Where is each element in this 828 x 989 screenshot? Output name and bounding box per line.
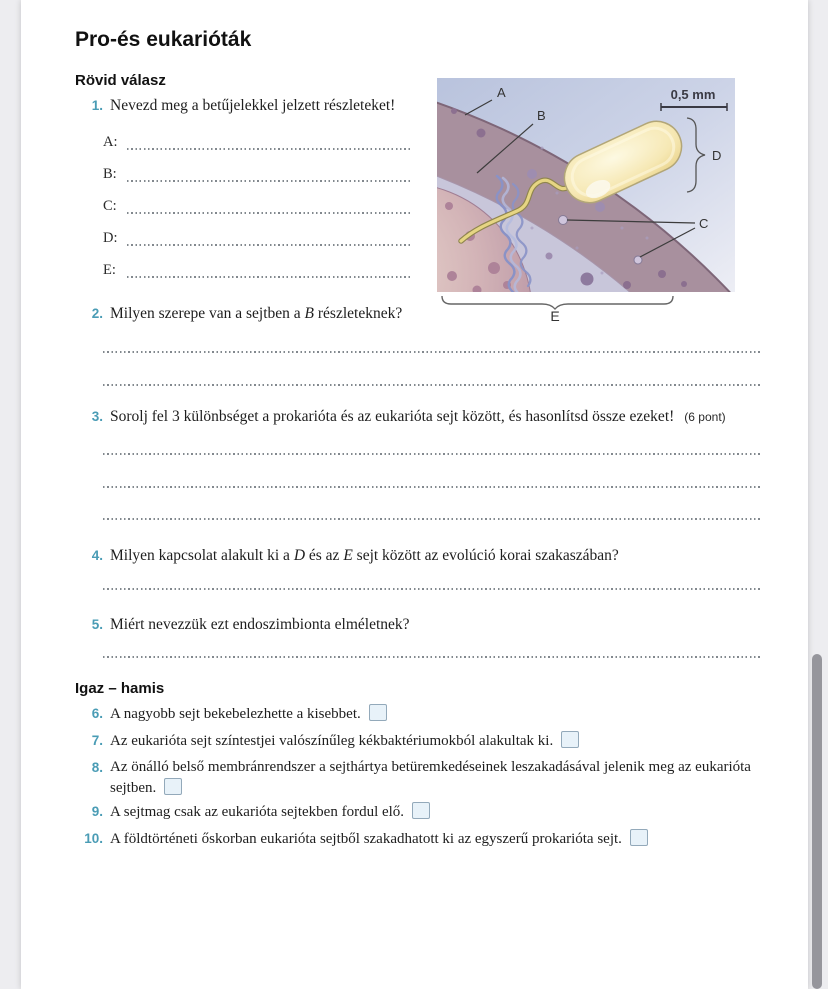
item-text: Az önálló belső membránrendszer a sejthártya betüremkedéseinek leszakadásával jelenik meg az eukarióta sejtben. xyxy=(110,759,751,796)
vertical-scrollbar[interactable] xyxy=(812,654,822,989)
item-number: 6. xyxy=(91,706,103,721)
item-text: A sejtmag csak az eukarióta sejtekben fordul elő. xyxy=(110,802,430,823)
true-false-checkbox[interactable] xyxy=(369,704,387,721)
true-false-checkbox[interactable] xyxy=(630,829,648,846)
true-false-checkbox[interactable] xyxy=(412,802,430,819)
answer-line[interactable] xyxy=(127,276,410,278)
answer-line[interactable] xyxy=(127,244,410,246)
tf-item-7 xyxy=(81,731,781,752)
question-text: Nevezd meg a betűjelekkel jelzett részleteket! xyxy=(110,97,396,114)
question-number: 2. xyxy=(91,306,103,321)
answer-line[interactable] xyxy=(103,453,762,455)
answer-line[interactable] xyxy=(103,384,762,386)
answer-line[interactable] xyxy=(103,351,762,353)
tf-item-10 xyxy=(81,829,781,850)
item-number: 7. xyxy=(91,733,103,748)
question-number: 1. xyxy=(91,98,103,113)
label-c: C xyxy=(699,216,709,231)
answer-line[interactable] xyxy=(103,518,762,520)
answer-label-b: B: xyxy=(103,166,117,182)
question-text: Sorolj fel 3 különbséget a prokarióta és az eukarióta sejt között, és hasonlítsd össze ezeket! (6 pont) xyxy=(110,408,726,425)
item-number: 10. xyxy=(84,831,103,846)
worksheet-page xyxy=(21,0,808,989)
question-2 xyxy=(81,304,441,323)
tf-item-8 xyxy=(81,758,773,798)
answer-line[interactable] xyxy=(103,486,762,488)
section-true-false: Igaz – hamis xyxy=(75,680,165,697)
true-false-checkbox[interactable] xyxy=(164,778,182,795)
answer-line[interactable] xyxy=(127,180,410,182)
answer-line[interactable] xyxy=(127,148,410,150)
question-text: Milyen szerepe van a sejtben a B részleteknek? xyxy=(110,305,403,322)
question-1 xyxy=(81,96,441,115)
answer-line[interactable] xyxy=(127,212,410,214)
question-text: Miért nevezzük ezt endoszimbionta elméletnek? xyxy=(110,616,410,633)
page-title: Pro-és eukarióták xyxy=(75,28,252,51)
item-text: Az eukarióta sejt színtestjei valószínűleg kékbaktériumokból alakultak ki. xyxy=(110,731,579,752)
answer-line[interactable] xyxy=(103,588,762,590)
tf-item-9 xyxy=(81,802,781,823)
tf-item-6 xyxy=(81,704,781,725)
question-5 xyxy=(81,615,781,634)
question-3 xyxy=(81,407,781,427)
item-text: A földtörténeti őskorban eukarióta sejtből szakadhatott ki az egyszerű prokarióta sejt. xyxy=(110,829,648,850)
item-text: A nagyobb sejt bekebelezhette a kisebbet. xyxy=(110,704,387,725)
answer-label-a: A: xyxy=(103,134,118,150)
question-text: Milyen kapcsolat alakult ki a D és az E sejt között az evolúció korai szakaszában? xyxy=(110,547,619,564)
label-a: A xyxy=(497,85,506,100)
label-d: D xyxy=(712,148,722,163)
question-4 xyxy=(81,546,781,565)
question-number: 4. xyxy=(91,548,103,563)
item-number: 9. xyxy=(91,804,103,819)
answer-line[interactable] xyxy=(103,656,762,658)
item-number: 8. xyxy=(91,760,103,775)
answer-label-d: D: xyxy=(103,230,118,246)
label-b: B xyxy=(537,108,546,123)
true-false-checkbox[interactable] xyxy=(561,731,579,748)
cell-diagram xyxy=(437,78,735,324)
scale-text: 0,5 mm xyxy=(670,87,716,102)
answer-label-c: C: xyxy=(103,198,117,214)
answer-label-e: E: xyxy=(103,262,116,278)
label-e: E xyxy=(550,308,560,324)
c-target-dot xyxy=(559,216,568,225)
question-number: 3. xyxy=(91,409,103,424)
section-short-answer: Rövid válasz xyxy=(75,72,166,89)
points-badge: (6 pont) xyxy=(684,410,726,424)
question-number: 5. xyxy=(91,617,103,632)
